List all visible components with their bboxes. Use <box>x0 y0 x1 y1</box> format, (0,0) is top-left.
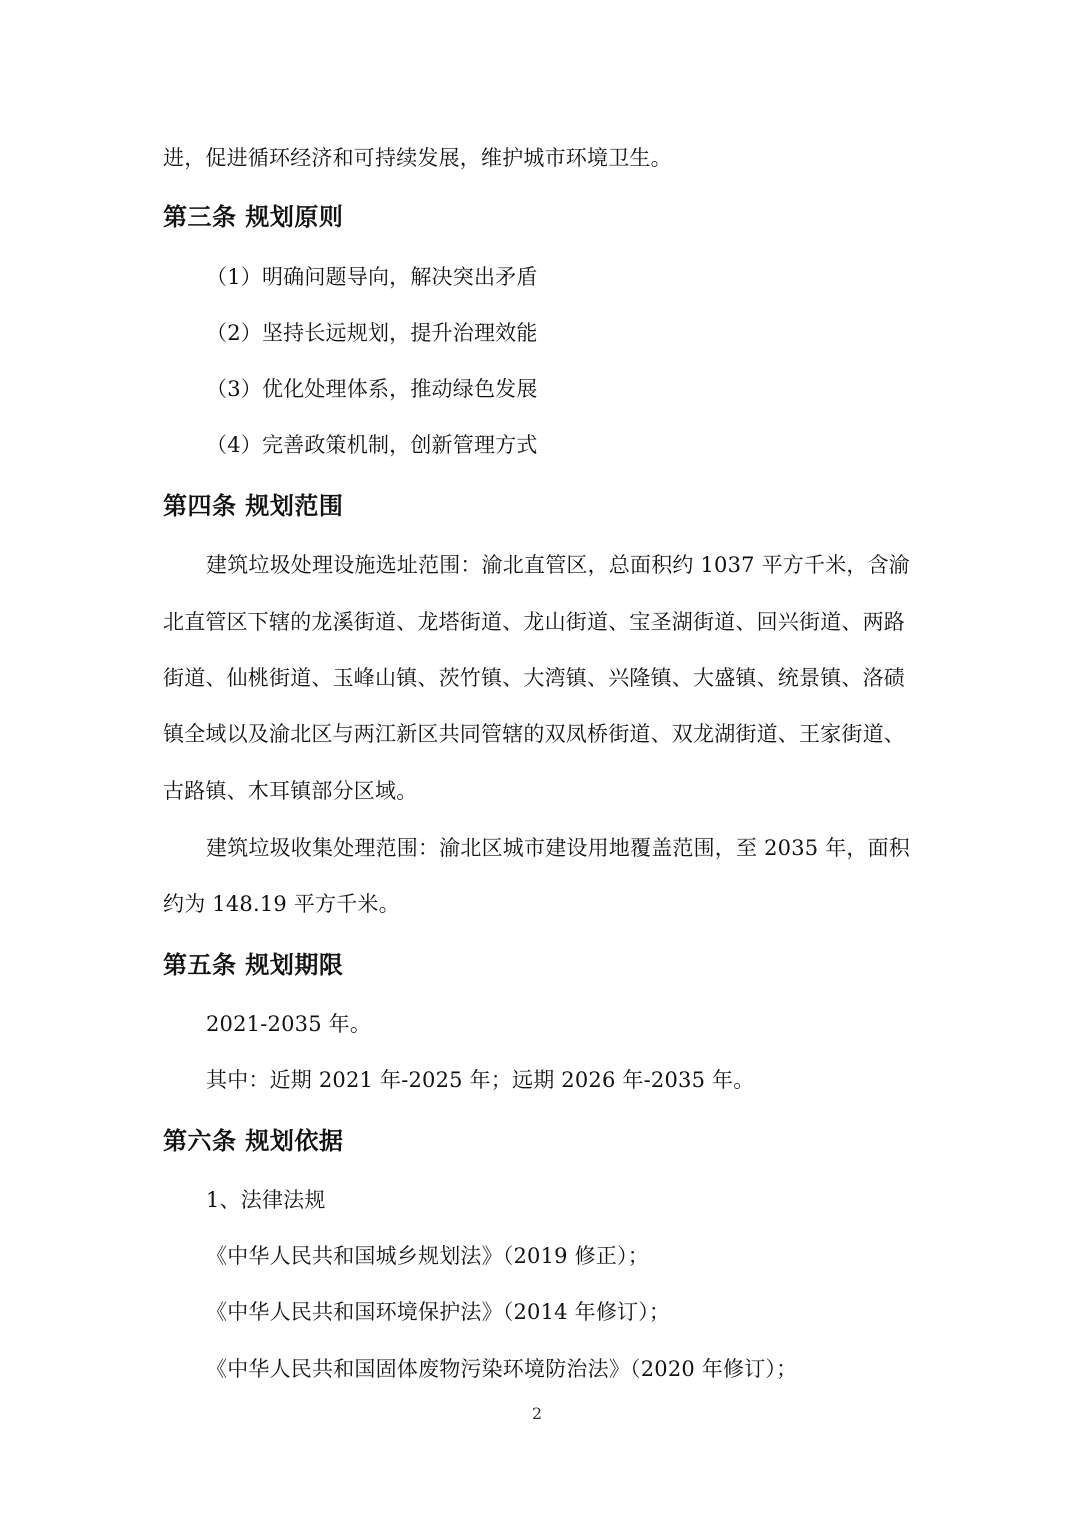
section-6-heading: 第六条 规划依据 <box>163 1127 344 1155</box>
law-item: 《中华人民共和国固体废物污染环境防治法》（2020 年修订）； <box>206 1357 798 1381</box>
principle-item: （3）优化处理体系，推动绿色发展 <box>206 377 538 401</box>
law-item: 《中华人民共和国城乡规划法》（2019 修正）； <box>206 1244 649 1268</box>
collection-paragraph-line: 约为 148.19 平方千米。 <box>163 892 400 916</box>
basis-subheading: 1、法律法规 <box>206 1188 326 1212</box>
scope-paragraph-line: 镇全域以及渝北区与两江新区共同管辖的双凤桥街道、双龙湖街道、王家街道、 <box>163 722 905 746</box>
section-5-heading: 第五条 规划期限 <box>163 951 344 979</box>
page-number: 2 <box>531 1404 543 1423</box>
section-3-heading: 第三条 规划原则 <box>163 203 344 231</box>
principle-item: （4）完善政策机制，创新管理方式 <box>206 433 538 457</box>
continued-paragraph: 进，促进循环经济和可持续发展，维护城市环境卫生。 <box>163 146 672 170</box>
principle-item: （2）坚持长远规划，提升治理效能 <box>206 321 538 345</box>
scope-paragraph-line: 建筑垃圾处理设施选址范围：渝北直管区，总面积约 1037 平方千米，含渝 <box>206 553 910 577</box>
collection-paragraph-line: 建筑垃圾收集处理范围：渝北区城市建设用地覆盖范围，至 2035 年，面积 <box>206 836 910 860</box>
section-4-heading: 第四条 规划范围 <box>163 492 344 520</box>
period-range: 2021-2035 年。 <box>206 1012 372 1036</box>
principle-item: （1）明确问题导向，解决突出矛盾 <box>206 265 538 289</box>
period-detail: 其中：近期 2021 年-2025 年；远期 2026 年-2035 年。 <box>206 1068 755 1092</box>
scope-paragraph-line: 街道、仙桃街道、玉峰山镇、茨竹镇、大湾镇、兴隆镇、大盛镇、统景镇、洛碛 <box>163 666 905 690</box>
law-item: 《中华人民共和国环境保护法》（2014 年修订）； <box>206 1300 671 1324</box>
scope-paragraph-line: 古路镇、木耳镇部分区域。 <box>163 779 418 803</box>
scope-paragraph-line: 北直管区下辖的龙溪街道、龙塔街道、龙山街道、宝圣湖街道、回兴街道、两路 <box>163 610 905 634</box>
